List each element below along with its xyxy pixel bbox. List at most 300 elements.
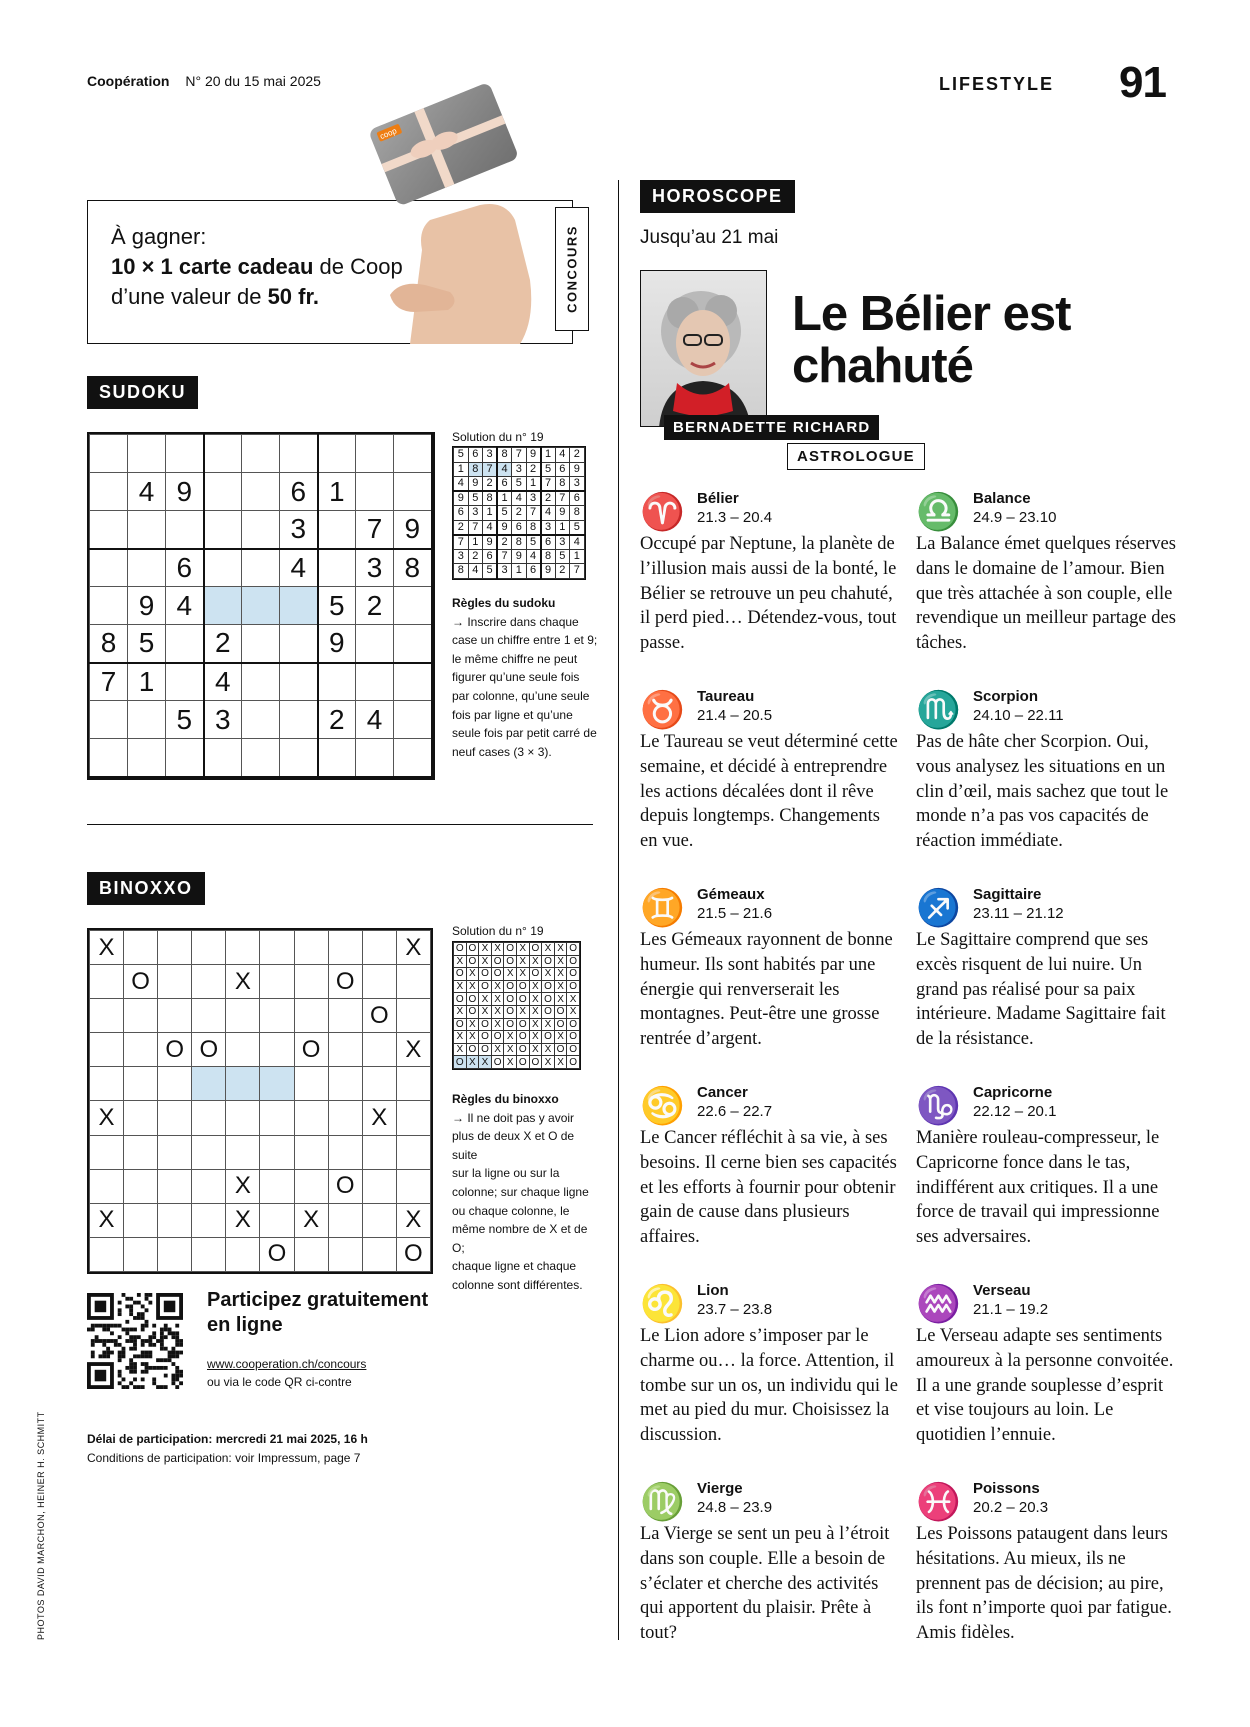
solution-cell: 8 bbox=[570, 506, 585, 521]
sudoku-cell[interactable] bbox=[166, 625, 204, 663]
binoxxo-cell[interactable] bbox=[158, 965, 192, 999]
solution-cell: X bbox=[516, 955, 529, 968]
sudoku-cell[interactable] bbox=[90, 549, 128, 587]
sudoku-cell[interactable] bbox=[128, 739, 166, 777]
sudoku-cell[interactable]: 4 bbox=[280, 549, 318, 587]
solution-cell: O bbox=[479, 1018, 492, 1031]
sudoku-cell[interactable] bbox=[318, 549, 356, 587]
binoxxo-cell[interactable] bbox=[260, 965, 294, 999]
solution-cell: 3 bbox=[526, 491, 541, 506]
solution-cell: X bbox=[504, 1031, 517, 1044]
binoxxo-rules bbox=[452, 1090, 602, 1295]
sign-text: Pas de hâte cher Scorpion. Oui, vous analysez les situations en un clin d’œil, mais sachez que tout le monde n’a pas vos capacités de réaction immédiate. bbox=[916, 732, 1169, 852]
sign-text: Le Taureau se veut déterminé cette semaine, et décidé à entreprendre les actions décalées dont il rêve depuis longtemps. Changements en vue. bbox=[640, 732, 898, 852]
sudoku-cell[interactable] bbox=[356, 435, 394, 473]
sudoku-cell[interactable]: 7 bbox=[356, 511, 394, 549]
binoxxo-cell[interactable] bbox=[294, 1237, 328, 1271]
binoxxo-cell[interactable] bbox=[158, 931, 192, 965]
prize-description bbox=[111, 222, 411, 312]
sign-name: Verseau bbox=[973, 1282, 1031, 1299]
solution-cell: O bbox=[454, 943, 467, 956]
binoxxo-cell[interactable] bbox=[294, 1135, 328, 1169]
sudoku-cell[interactable] bbox=[242, 435, 280, 473]
solution-cell: 6 bbox=[526, 564, 541, 579]
sudoku-cell[interactable] bbox=[204, 511, 242, 549]
sudoku-cell[interactable]: 8 bbox=[394, 549, 432, 587]
sudoku-cell[interactable] bbox=[394, 435, 432, 473]
sudoku-cell[interactable] bbox=[90, 587, 128, 625]
solution-cell: 1 bbox=[497, 491, 512, 506]
solution-cell: X bbox=[454, 1031, 467, 1044]
sign-name: Poissons bbox=[973, 1480, 1040, 1497]
solution-cell: O bbox=[567, 943, 580, 956]
binoxxo-cell[interactable] bbox=[328, 999, 362, 1033]
sudoku-cell[interactable] bbox=[204, 587, 242, 625]
binoxxo-cell[interactable] bbox=[90, 1135, 124, 1169]
solution-cell: 7 bbox=[468, 520, 483, 535]
binoxxo-cell[interactable] bbox=[192, 1203, 226, 1237]
zodiac-4-icon: ♊ bbox=[640, 887, 685, 928]
sudoku-cell[interactable]: 9 bbox=[166, 473, 204, 511]
binoxxo-cell[interactable]: O bbox=[396, 1237, 430, 1271]
binoxxo-cell[interactable]: O bbox=[294, 1033, 328, 1067]
participation-url-link[interactable]: www.cooperation.ch/concours bbox=[207, 1357, 367, 1371]
solution-cell: 9 bbox=[526, 448, 541, 463]
binoxxo-cell[interactable]: X bbox=[226, 1169, 260, 1203]
sudoku-cell[interactable] bbox=[204, 473, 242, 511]
solution-cell: O bbox=[491, 955, 504, 968]
sign-name: Sagittaire bbox=[973, 886, 1042, 903]
solution-cell: X bbox=[491, 980, 504, 993]
sign-name: Scorpion bbox=[973, 688, 1039, 705]
solution-cell: X bbox=[529, 955, 542, 968]
sudoku-cell[interactable] bbox=[90, 473, 128, 511]
sudoku-cell[interactable]: 2 bbox=[356, 587, 394, 625]
binoxxo-cell[interactable] bbox=[192, 965, 226, 999]
sudoku-cell[interactable] bbox=[166, 739, 204, 777]
sudoku-cell[interactable] bbox=[204, 435, 242, 473]
binoxxo-cell[interactable] bbox=[158, 999, 192, 1033]
solution-cell: 1 bbox=[555, 520, 570, 535]
binoxxo-cell[interactable] bbox=[260, 931, 294, 965]
binoxxo-cell[interactable] bbox=[294, 931, 328, 965]
solution-cell: 3 bbox=[570, 477, 585, 492]
solution-cell: X bbox=[491, 1018, 504, 1031]
binoxxo-cell[interactable] bbox=[362, 965, 396, 999]
binoxxo-cell[interactable]: O bbox=[362, 999, 396, 1033]
horoscope-period: Jusqu’au 21 mai bbox=[640, 227, 779, 248]
binoxxo-cell[interactable] bbox=[396, 999, 430, 1033]
binoxxo-cell[interactable]: O bbox=[328, 1169, 362, 1203]
binoxxo-cell[interactable] bbox=[192, 1135, 226, 1169]
binoxxo-cell[interactable] bbox=[362, 1203, 396, 1237]
solution-cell: O bbox=[516, 1031, 529, 1044]
binoxxo-cell[interactable] bbox=[124, 931, 158, 965]
binoxxo-cell[interactable]: X bbox=[226, 1203, 260, 1237]
binoxxo-cell[interactable] bbox=[192, 1067, 226, 1101]
binoxxo-cell[interactable] bbox=[362, 931, 396, 965]
sudoku-cell[interactable] bbox=[166, 663, 204, 701]
sudoku-cell[interactable] bbox=[318, 435, 356, 473]
binoxxo-cell[interactable]: X bbox=[90, 1101, 124, 1135]
binoxxo-cell[interactable] bbox=[124, 1135, 158, 1169]
sudoku-cell[interactable]: 3 bbox=[280, 511, 318, 549]
binoxxo-cell[interactable] bbox=[396, 1067, 430, 1101]
binoxxo-cell[interactable]: X bbox=[90, 1203, 124, 1237]
sudoku-cell[interactable] bbox=[204, 549, 242, 587]
binoxxo-cell[interactable] bbox=[328, 1033, 362, 1067]
rules-line: ou chaque colonne, le bbox=[452, 1203, 570, 1218]
binoxxo-cell[interactable]: O bbox=[158, 1033, 192, 1067]
sudoku-cell[interactable] bbox=[242, 663, 280, 701]
solution-cell: 3 bbox=[497, 564, 512, 579]
solution-cell: 2 bbox=[526, 462, 541, 477]
binoxxo-cell[interactable] bbox=[362, 1237, 396, 1271]
sudoku-cell[interactable]: 8 bbox=[90, 625, 128, 663]
solution-cell: 9 bbox=[541, 564, 556, 579]
sudoku-cell[interactable]: 4 bbox=[128, 473, 166, 511]
sudoku-cell[interactable] bbox=[280, 739, 318, 777]
sudoku-cell[interactable]: 7 bbox=[90, 663, 128, 701]
binoxxo-cell[interactable] bbox=[260, 1169, 294, 1203]
sudoku-cell[interactable] bbox=[318, 739, 356, 777]
binoxxo-cell[interactable] bbox=[158, 1135, 192, 1169]
binoxxo-cell[interactable] bbox=[124, 1033, 158, 1067]
solution-cell: X bbox=[466, 1018, 479, 1031]
binoxxo-cell[interactable]: O bbox=[124, 965, 158, 999]
solution-cell: 6 bbox=[468, 448, 483, 463]
solution-cell: 5 bbox=[454, 448, 469, 463]
horoscope-title: HOROSCOPE bbox=[640, 180, 795, 213]
solution-cell: X bbox=[542, 1056, 555, 1069]
binoxxo-cell[interactable] bbox=[294, 1101, 328, 1135]
sudoku-cell[interactable]: 3 bbox=[204, 701, 242, 739]
binoxxo-cell[interactable]: X bbox=[396, 1033, 430, 1067]
binoxxo-cell[interactable]: O bbox=[328, 965, 362, 999]
binoxxo-cell[interactable] bbox=[362, 1169, 396, 1203]
sudoku-cell[interactable] bbox=[394, 663, 432, 701]
binoxxo-cell[interactable] bbox=[124, 1237, 158, 1271]
binoxxo-cell[interactable] bbox=[328, 1237, 362, 1271]
sudoku-cell[interactable] bbox=[242, 739, 280, 777]
solution-cell: X bbox=[466, 968, 479, 981]
sudoku-cell[interactable]: 9 bbox=[128, 587, 166, 625]
sudoku-rules bbox=[452, 594, 602, 761]
sudoku-cell[interactable]: 9 bbox=[318, 625, 356, 663]
binoxxo-cell[interactable] bbox=[260, 1203, 294, 1237]
sudoku-cell[interactable] bbox=[242, 511, 280, 549]
binoxxo-cell[interactable] bbox=[260, 1135, 294, 1169]
solution-cell: 9 bbox=[483, 535, 498, 550]
solution-cell: X bbox=[479, 943, 492, 956]
card-brand-logo: coop bbox=[378, 126, 399, 142]
solution-cell: 7 bbox=[555, 491, 570, 506]
sudoku-cell[interactable]: 2 bbox=[204, 625, 242, 663]
sudoku-rules-title: Règles du sudoku bbox=[452, 596, 556, 610]
sudoku-cell[interactable] bbox=[280, 701, 318, 739]
binoxxo-cell[interactable] bbox=[90, 965, 124, 999]
sudoku-cell[interactable]: 5 bbox=[166, 701, 204, 739]
sign-name: Taureau bbox=[697, 688, 755, 705]
solution-cell: 5 bbox=[555, 549, 570, 564]
binoxxo-cell[interactable]: O bbox=[192, 1033, 226, 1067]
solution-cell: 7 bbox=[454, 535, 469, 550]
column-divider bbox=[618, 180, 619, 1640]
binoxxo-cell[interactable] bbox=[90, 1067, 124, 1101]
sudoku-cell[interactable] bbox=[90, 701, 128, 739]
binoxxo-cell[interactable] bbox=[226, 1237, 260, 1271]
solution-cell: X bbox=[479, 1005, 492, 1018]
sign-name: Bélier bbox=[697, 490, 739, 507]
binoxxo-cell[interactable] bbox=[260, 999, 294, 1033]
sudoku-cell[interactable] bbox=[394, 587, 432, 625]
conditions: Conditions de participation: voir Impressum, page 7 bbox=[87, 1451, 361, 1465]
binoxxo-cell[interactable] bbox=[192, 1237, 226, 1271]
binoxxo-cell[interactable] bbox=[124, 1169, 158, 1203]
sudoku-cell[interactable] bbox=[394, 473, 432, 511]
rules-line: fois par ligne et qu’une bbox=[452, 707, 573, 722]
sudoku-cell[interactable]: 6 bbox=[166, 549, 204, 587]
binoxxo-cell[interactable] bbox=[328, 931, 362, 965]
binoxxo-cell[interactable] bbox=[328, 1067, 362, 1101]
sudoku-cell[interactable]: 4 bbox=[356, 701, 394, 739]
sign-dates: 22.12 – 20.1 bbox=[973, 1103, 1057, 1120]
sudoku-cell[interactable] bbox=[242, 473, 280, 511]
sudoku-cell[interactable] bbox=[318, 511, 356, 549]
binoxxo-cell[interactable]: O bbox=[260, 1237, 294, 1271]
binoxxo-cell[interactable] bbox=[396, 1169, 430, 1203]
sign-dates: 21.1 – 19.2 bbox=[973, 1301, 1049, 1318]
solution-cell: O bbox=[466, 993, 479, 1006]
solution-cell: 3 bbox=[468, 506, 483, 521]
binoxxo-cell[interactable] bbox=[260, 1033, 294, 1067]
solution-cell: 8 bbox=[512, 535, 527, 550]
binoxxo-cell[interactable] bbox=[158, 1237, 192, 1271]
binoxxo-rules-title: Règles du binoxxo bbox=[452, 1092, 559, 1106]
binoxxo-cell[interactable] bbox=[192, 931, 226, 965]
solution-cell: 4 bbox=[497, 462, 512, 477]
solution-cell: O bbox=[454, 993, 467, 1006]
binoxxo-cell[interactable] bbox=[328, 1101, 362, 1135]
binoxxo-cell[interactable] bbox=[124, 1203, 158, 1237]
sudoku-cell[interactable] bbox=[242, 701, 280, 739]
sudoku-cell[interactable] bbox=[356, 663, 394, 701]
binoxxo-cell[interactable] bbox=[90, 1033, 124, 1067]
solution-cell: 2 bbox=[483, 477, 498, 492]
binoxxo-grid[interactable] bbox=[87, 928, 433, 1274]
solution-cell: X bbox=[504, 1043, 517, 1056]
binoxxo-cell[interactable]: X bbox=[396, 1203, 430, 1237]
binoxxo-cell[interactable]: X bbox=[226, 965, 260, 999]
solution-cell: O bbox=[567, 955, 580, 968]
sudoku-cell[interactable] bbox=[128, 435, 166, 473]
binoxxo-cell[interactable]: X bbox=[294, 1203, 328, 1237]
sudoku-cell[interactable] bbox=[128, 511, 166, 549]
binoxxo-cell[interactable] bbox=[90, 1169, 124, 1203]
solution-cell: 1 bbox=[483, 506, 498, 521]
sudoku-cell[interactable] bbox=[394, 625, 432, 663]
rules-line: chaque ligne et chaque bbox=[452, 1259, 577, 1274]
sudoku-cell[interactable] bbox=[356, 625, 394, 663]
solution-cell: 4 bbox=[541, 506, 556, 521]
sudoku-cell[interactable]: 5 bbox=[128, 625, 166, 663]
sudoku-cell[interactable] bbox=[318, 663, 356, 701]
solution-cell: 7 bbox=[541, 477, 556, 492]
binoxxo-cell[interactable] bbox=[396, 1101, 430, 1135]
binoxxo-cell[interactable]: X bbox=[362, 1101, 396, 1135]
sudoku-cell[interactable] bbox=[90, 435, 128, 473]
sudoku-cell[interactable] bbox=[128, 701, 166, 739]
sudoku-cell[interactable]: 1 bbox=[318, 473, 356, 511]
solution-cell: O bbox=[516, 1043, 529, 1056]
solution-cell: X bbox=[491, 1043, 504, 1056]
binoxxo-cell[interactable] bbox=[226, 1101, 260, 1135]
solution-cell: 1 bbox=[512, 564, 527, 579]
binoxxo-cell[interactable] bbox=[294, 965, 328, 999]
binoxxo-cell[interactable] bbox=[192, 1169, 226, 1203]
sudoku-cell[interactable]: 9 bbox=[394, 511, 432, 549]
sudoku-cell[interactable] bbox=[128, 549, 166, 587]
binoxxo-cell[interactable] bbox=[260, 1067, 294, 1101]
sudoku-cell[interactable]: 3 bbox=[356, 549, 394, 587]
solution-cell: 8 bbox=[555, 477, 570, 492]
binoxxo-cell[interactable]: X bbox=[90, 931, 124, 965]
binoxxo-cell[interactable]: X bbox=[396, 931, 430, 965]
solution-cell: X bbox=[554, 1031, 567, 1044]
sign-name: Lion bbox=[697, 1282, 729, 1299]
author-role: ASTROLOGUE bbox=[787, 443, 925, 470]
sudoku-cell[interactable]: 4 bbox=[204, 663, 242, 701]
rules-line: seule fois par petit carré de bbox=[452, 726, 597, 741]
sudoku-cell[interactable] bbox=[280, 587, 318, 625]
solution-cell: O bbox=[567, 968, 580, 981]
solution-cell: 6 bbox=[454, 506, 469, 521]
sudoku-cell[interactable] bbox=[280, 435, 318, 473]
sudoku-cell[interactable] bbox=[356, 473, 394, 511]
binoxxo-cell[interactable] bbox=[192, 1101, 226, 1135]
solution-cell: O bbox=[454, 1018, 467, 1031]
binoxxo-cell[interactable] bbox=[294, 1169, 328, 1203]
sign-text: La Balance émet quelques réserves dans le domaine de l’amour. Bien que très attachée à son couple, elle revendique un meilleur partage des tâches. bbox=[916, 534, 1176, 654]
solution-cell: X bbox=[516, 968, 529, 981]
binoxxo-cell[interactable] bbox=[396, 965, 430, 999]
solution-cell: O bbox=[504, 1018, 517, 1031]
binoxxo-cell[interactable] bbox=[158, 1101, 192, 1135]
binoxxo-cell[interactable] bbox=[294, 999, 328, 1033]
solution-cell: 8 bbox=[483, 491, 498, 506]
binoxxo-cell[interactable] bbox=[192, 999, 226, 1033]
sudoku-cell[interactable]: 5 bbox=[318, 587, 356, 625]
binoxxo-cell[interactable] bbox=[90, 1237, 124, 1271]
binoxxo-cell[interactable] bbox=[124, 1101, 158, 1135]
solution-cell: O bbox=[567, 1031, 580, 1044]
rules-line: même nombre de X et de O; bbox=[452, 1222, 588, 1255]
solution-cell: O bbox=[491, 968, 504, 981]
solution-cell: O bbox=[554, 1005, 567, 1018]
sudoku-cell[interactable] bbox=[166, 435, 204, 473]
sudoku-cell[interactable]: 2 bbox=[318, 701, 356, 739]
binoxxo-cell[interactable] bbox=[158, 1067, 192, 1101]
binoxxo-cell[interactable] bbox=[226, 931, 260, 965]
qr-code[interactable] bbox=[87, 1293, 183, 1389]
solution-cell: 1 bbox=[570, 549, 585, 564]
sudoku-cell[interactable] bbox=[356, 739, 394, 777]
solution-cell: X bbox=[516, 1005, 529, 1018]
zodiac-3-icon: ♏ bbox=[916, 689, 961, 730]
binoxxo-cell[interactable] bbox=[362, 1135, 396, 1169]
prize-line-1: À gagner: bbox=[111, 224, 207, 249]
solution-cell: 8 bbox=[468, 462, 483, 477]
sudoku-cell[interactable] bbox=[242, 549, 280, 587]
solution-cell: O bbox=[479, 980, 492, 993]
sudoku-cell[interactable]: 1 bbox=[128, 663, 166, 701]
solution-cell: X bbox=[504, 968, 517, 981]
rules-line: par colonne, qu’une seule bbox=[452, 688, 590, 703]
sudoku-cell[interactable] bbox=[280, 663, 318, 701]
sudoku-cell[interactable] bbox=[394, 739, 432, 777]
zodiac-7-icon: ♑ bbox=[916, 1085, 961, 1126]
sudoku-cell[interactable]: 4 bbox=[166, 587, 204, 625]
solution-cell: 1 bbox=[541, 448, 556, 463]
binoxxo-cell[interactable] bbox=[294, 1067, 328, 1101]
publication-header bbox=[87, 73, 321, 89]
sign-dates: 24.8 – 23.9 bbox=[697, 1499, 773, 1516]
sudoku-grid[interactable] bbox=[87, 432, 435, 780]
binoxxo-cell[interactable] bbox=[328, 1203, 362, 1237]
binoxxo-cell[interactable] bbox=[396, 1135, 430, 1169]
binoxxo-cell[interactable] bbox=[362, 1033, 396, 1067]
solution-cell: X bbox=[567, 1005, 580, 1018]
binoxxo-cell[interactable] bbox=[90, 999, 124, 1033]
sudoku-cell[interactable] bbox=[280, 625, 318, 663]
solution-cell: X bbox=[491, 1005, 504, 1018]
sudoku-cell[interactable] bbox=[242, 625, 280, 663]
sudoku-cell[interactable] bbox=[90, 511, 128, 549]
binoxxo-cell[interactable] bbox=[124, 1067, 158, 1101]
sudoku-cell[interactable] bbox=[394, 701, 432, 739]
sudoku-cell[interactable] bbox=[204, 739, 242, 777]
sudoku-cell[interactable] bbox=[166, 511, 204, 549]
solution-cell: 3 bbox=[483, 448, 498, 463]
binoxxo-cell[interactable] bbox=[226, 1067, 260, 1101]
sign-dates: 23.7 – 23.8 bbox=[697, 1301, 773, 1318]
solution-cell: 6 bbox=[570, 491, 585, 506]
sudoku-cell[interactable] bbox=[242, 587, 280, 625]
binoxxo-cell[interactable] bbox=[124, 999, 158, 1033]
binoxxo-cell[interactable] bbox=[260, 1101, 294, 1135]
sudoku-cell[interactable] bbox=[90, 739, 128, 777]
sudoku-cell[interactable]: 6 bbox=[280, 473, 318, 511]
sign-dates: 20.2 – 20.3 bbox=[973, 1499, 1049, 1516]
binoxxo-cell[interactable] bbox=[158, 1203, 192, 1237]
sign-dates: 22.6 – 22.7 bbox=[697, 1103, 773, 1120]
binoxxo-cell[interactable] bbox=[226, 1135, 260, 1169]
binoxxo-cell[interactable] bbox=[158, 1169, 192, 1203]
sudoku-solution-label: Solution du n° 19 bbox=[452, 430, 544, 444]
sudoku-title: SUDOKU bbox=[87, 376, 198, 409]
binoxxo-cell[interactable] bbox=[328, 1135, 362, 1169]
binoxxo-cell[interactable] bbox=[226, 999, 260, 1033]
binoxxo-cell[interactable] bbox=[362, 1067, 396, 1101]
sign-dates: 21.3 – 20.4 bbox=[697, 509, 773, 526]
sign-text: Manière rouleau-compresseur, le Capricorne fonce dans le tas, indifférent aux critiques. Il a une force de travail qui impressionne ses adversaires. bbox=[916, 1128, 1160, 1248]
author-name: BERNADETTE RICHARD bbox=[664, 415, 879, 440]
binoxxo-cell[interactable] bbox=[226, 1033, 260, 1067]
solution-cell: X bbox=[542, 968, 555, 981]
rules-line: le même chiffre ne peut bbox=[452, 651, 578, 666]
solution-cell: X bbox=[554, 968, 567, 981]
photo-credit: PHOTOS DAVID MARCHON, HEINER H. SCHMITT bbox=[36, 1411, 46, 1640]
